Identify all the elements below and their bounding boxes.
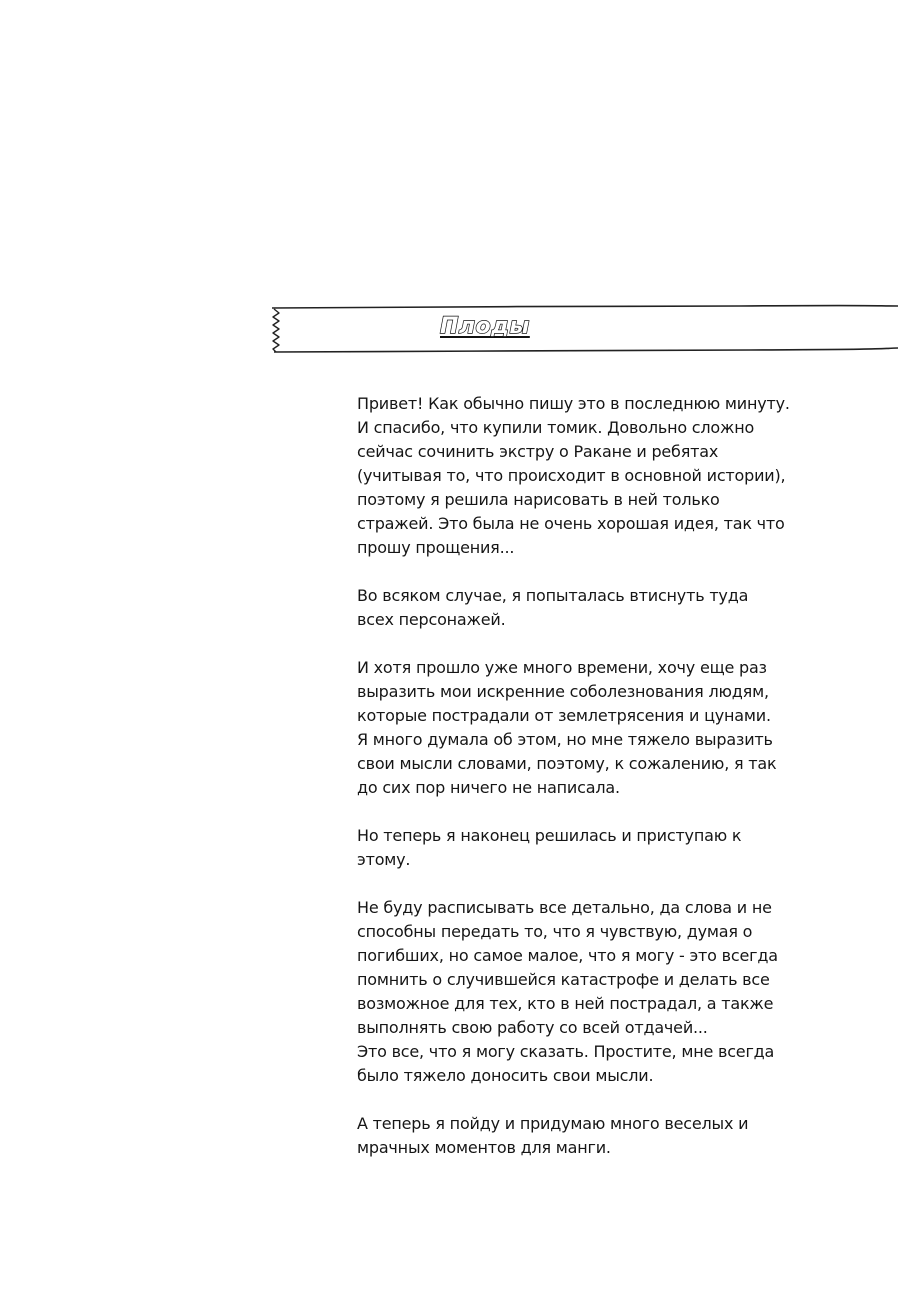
paragraph-6: А теперь я пойду и придумаю много веселых и мрачных моментов для манги. [357, 1114, 749, 1157]
paragraph-1: Привет! Как обычно пишу это в последнюю минуту. И спасибо, что купили томик. Довольно сложно сейчас сочинить экстру о Ракане и ребятах (учитывая то, что происходит в основной истории), поэтому я решила нарисовать в ней только стражей. Это была не очень хорошая идея, так что прошу прощения... [357, 394, 790, 557]
paragraph-3: И хотя прошло уже много времени, хочу еще раз выразить мои искренние соболезнования людям, которые пострадали от землетрясения и цунами. Я много думала об этом, но мне тяжело выразить свои мысли словами, поэтому, к сожалению, я так до сих пор ничего не написала. [357, 658, 777, 797]
paragraph-5: Не буду расписывать все детально, да слова и не способны передать то, что я чувствую, думая о погибших, но самое малое, что я могу - это всегда помнить о случившейся катастрофе и делать все возможное для тех, кто в ней пострадал, а также выполнять свою работу со всей отдачей... Это все, что я могу сказать. Простите, мне всегда было тяжело доносить свои мысли. [357, 898, 778, 1085]
paragraph-4: Но теперь я наконец решилась и приступаю к этому. [357, 826, 742, 869]
page-title: Плоды [440, 314, 530, 339]
banner-frame [270, 304, 898, 356]
title-banner [270, 304, 898, 356]
paragraph-2: Во всяком случае, я попыталась втиснуть туда всех персонажей. [357, 586, 749, 629]
body-text [357, 392, 807, 1184]
